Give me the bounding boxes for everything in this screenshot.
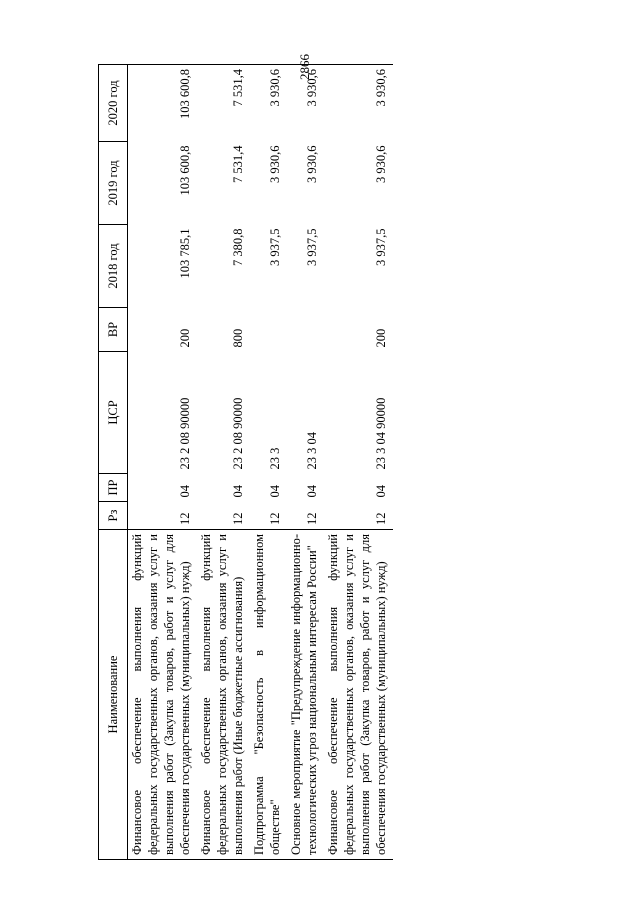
page-number: 2866 bbox=[297, 54, 312, 80]
col-header-2018: 2018 год bbox=[99, 225, 128, 308]
cell-vr: 800 bbox=[231, 328, 245, 348]
cell-pr: 04 bbox=[305, 485, 319, 498]
cell-rz: 12 bbox=[268, 512, 282, 525]
cell-y2020: 7 531,4 bbox=[197, 65, 250, 142]
cell-csr: 23 3 04 bbox=[305, 432, 319, 470]
cell-vr: 200 bbox=[178, 328, 192, 348]
table-row bbox=[324, 65, 393, 860]
cell-name: Финансовое обеспечение выполнения функций федеральных государственных органов, оказания услуг и выполнения работ (Закупка товаров, работ и услуг для обеспечения государственных (муниципальных) нужд) bbox=[128, 530, 198, 860]
budget-table bbox=[98, 64, 393, 860]
cell-y2020: 3 930,6 bbox=[287, 65, 324, 142]
cell-y2018: 3 937,5 bbox=[374, 228, 388, 266]
col-header-rz: Рз bbox=[99, 502, 128, 530]
cell-pr: 04 bbox=[374, 485, 388, 498]
table-row bbox=[128, 65, 198, 860]
col-header-name: Наименование bbox=[99, 530, 128, 860]
cell-y2019: 7 531,4 bbox=[231, 145, 245, 183]
col-header-pr: ПР bbox=[99, 474, 128, 502]
cell-vr: 200 bbox=[374, 328, 388, 348]
cell-rz: 12 bbox=[178, 512, 192, 525]
cell-pr: 04 bbox=[268, 485, 282, 498]
cell-csr: 23 2 08 90000 bbox=[231, 397, 245, 470]
cell-name: Подпрограмма "Безопасность в информационном обществе" bbox=[250, 530, 287, 860]
table-body bbox=[128, 65, 394, 860]
budget-table-rotated bbox=[98, 65, 588, 860]
cell-y2019: 103 600,8 bbox=[178, 145, 192, 196]
cell-y2019: 3 930,6 bbox=[305, 145, 319, 183]
cell-y2019: 3 930,6 bbox=[268, 145, 282, 183]
cell-csr: 23 2 08 90000 bbox=[178, 397, 192, 470]
table-header bbox=[99, 65, 128, 860]
cell-rz: 12 bbox=[305, 512, 319, 525]
col-header-2020: 2020 год bbox=[99, 65, 128, 142]
cell-y2018: 7 380,8 bbox=[231, 228, 245, 266]
col-header-2019: 2019 год bbox=[99, 142, 128, 225]
table-row bbox=[287, 65, 324, 860]
cell-pr: 04 bbox=[231, 485, 245, 498]
cell-y2020: 3 930,6 bbox=[324, 65, 393, 142]
table-row bbox=[197, 65, 250, 860]
cell-y2018: 103 785,1 bbox=[178, 228, 192, 279]
table-row bbox=[250, 65, 287, 860]
cell-y2020: 3 930,6 bbox=[250, 65, 287, 142]
cell-y2018: 3 937,5 bbox=[305, 228, 319, 266]
cell-csr: 23 3 04 90000 bbox=[374, 397, 388, 470]
col-header-vr: ВР bbox=[99, 308, 128, 352]
cell-y2020: 103 600,8 bbox=[128, 65, 198, 142]
cell-csr: 23 3 bbox=[268, 447, 282, 470]
cell-y2018: 3 937,5 bbox=[268, 228, 282, 266]
cell-rz: 12 bbox=[374, 512, 388, 525]
cell-rz: 12 bbox=[231, 512, 245, 525]
cell-y2019: 3 930,6 bbox=[374, 145, 388, 183]
cell-name: Финансовое обеспечение выполнения функций федеральных государственных органов, оказания услуг и выполнения работ (Иные бюджетные ассигнования) bbox=[197, 530, 250, 860]
col-header-csr: ЦСР bbox=[99, 352, 128, 474]
cell-name: Основное мероприятие "Предупреждение информационно-технологических угроз национальным интересам России" bbox=[287, 530, 324, 860]
cell-name: Финансовое обеспечение выполнения функций федеральных государственных органов, оказания услуг и выполнения работ (Закупка товаров, работ и услуг для обеспечения государственных (муниципальных) нужд) bbox=[324, 530, 393, 860]
cell-vr bbox=[250, 308, 287, 352]
cell-vr bbox=[287, 308, 324, 352]
cell-pr: 04 bbox=[178, 485, 192, 498]
